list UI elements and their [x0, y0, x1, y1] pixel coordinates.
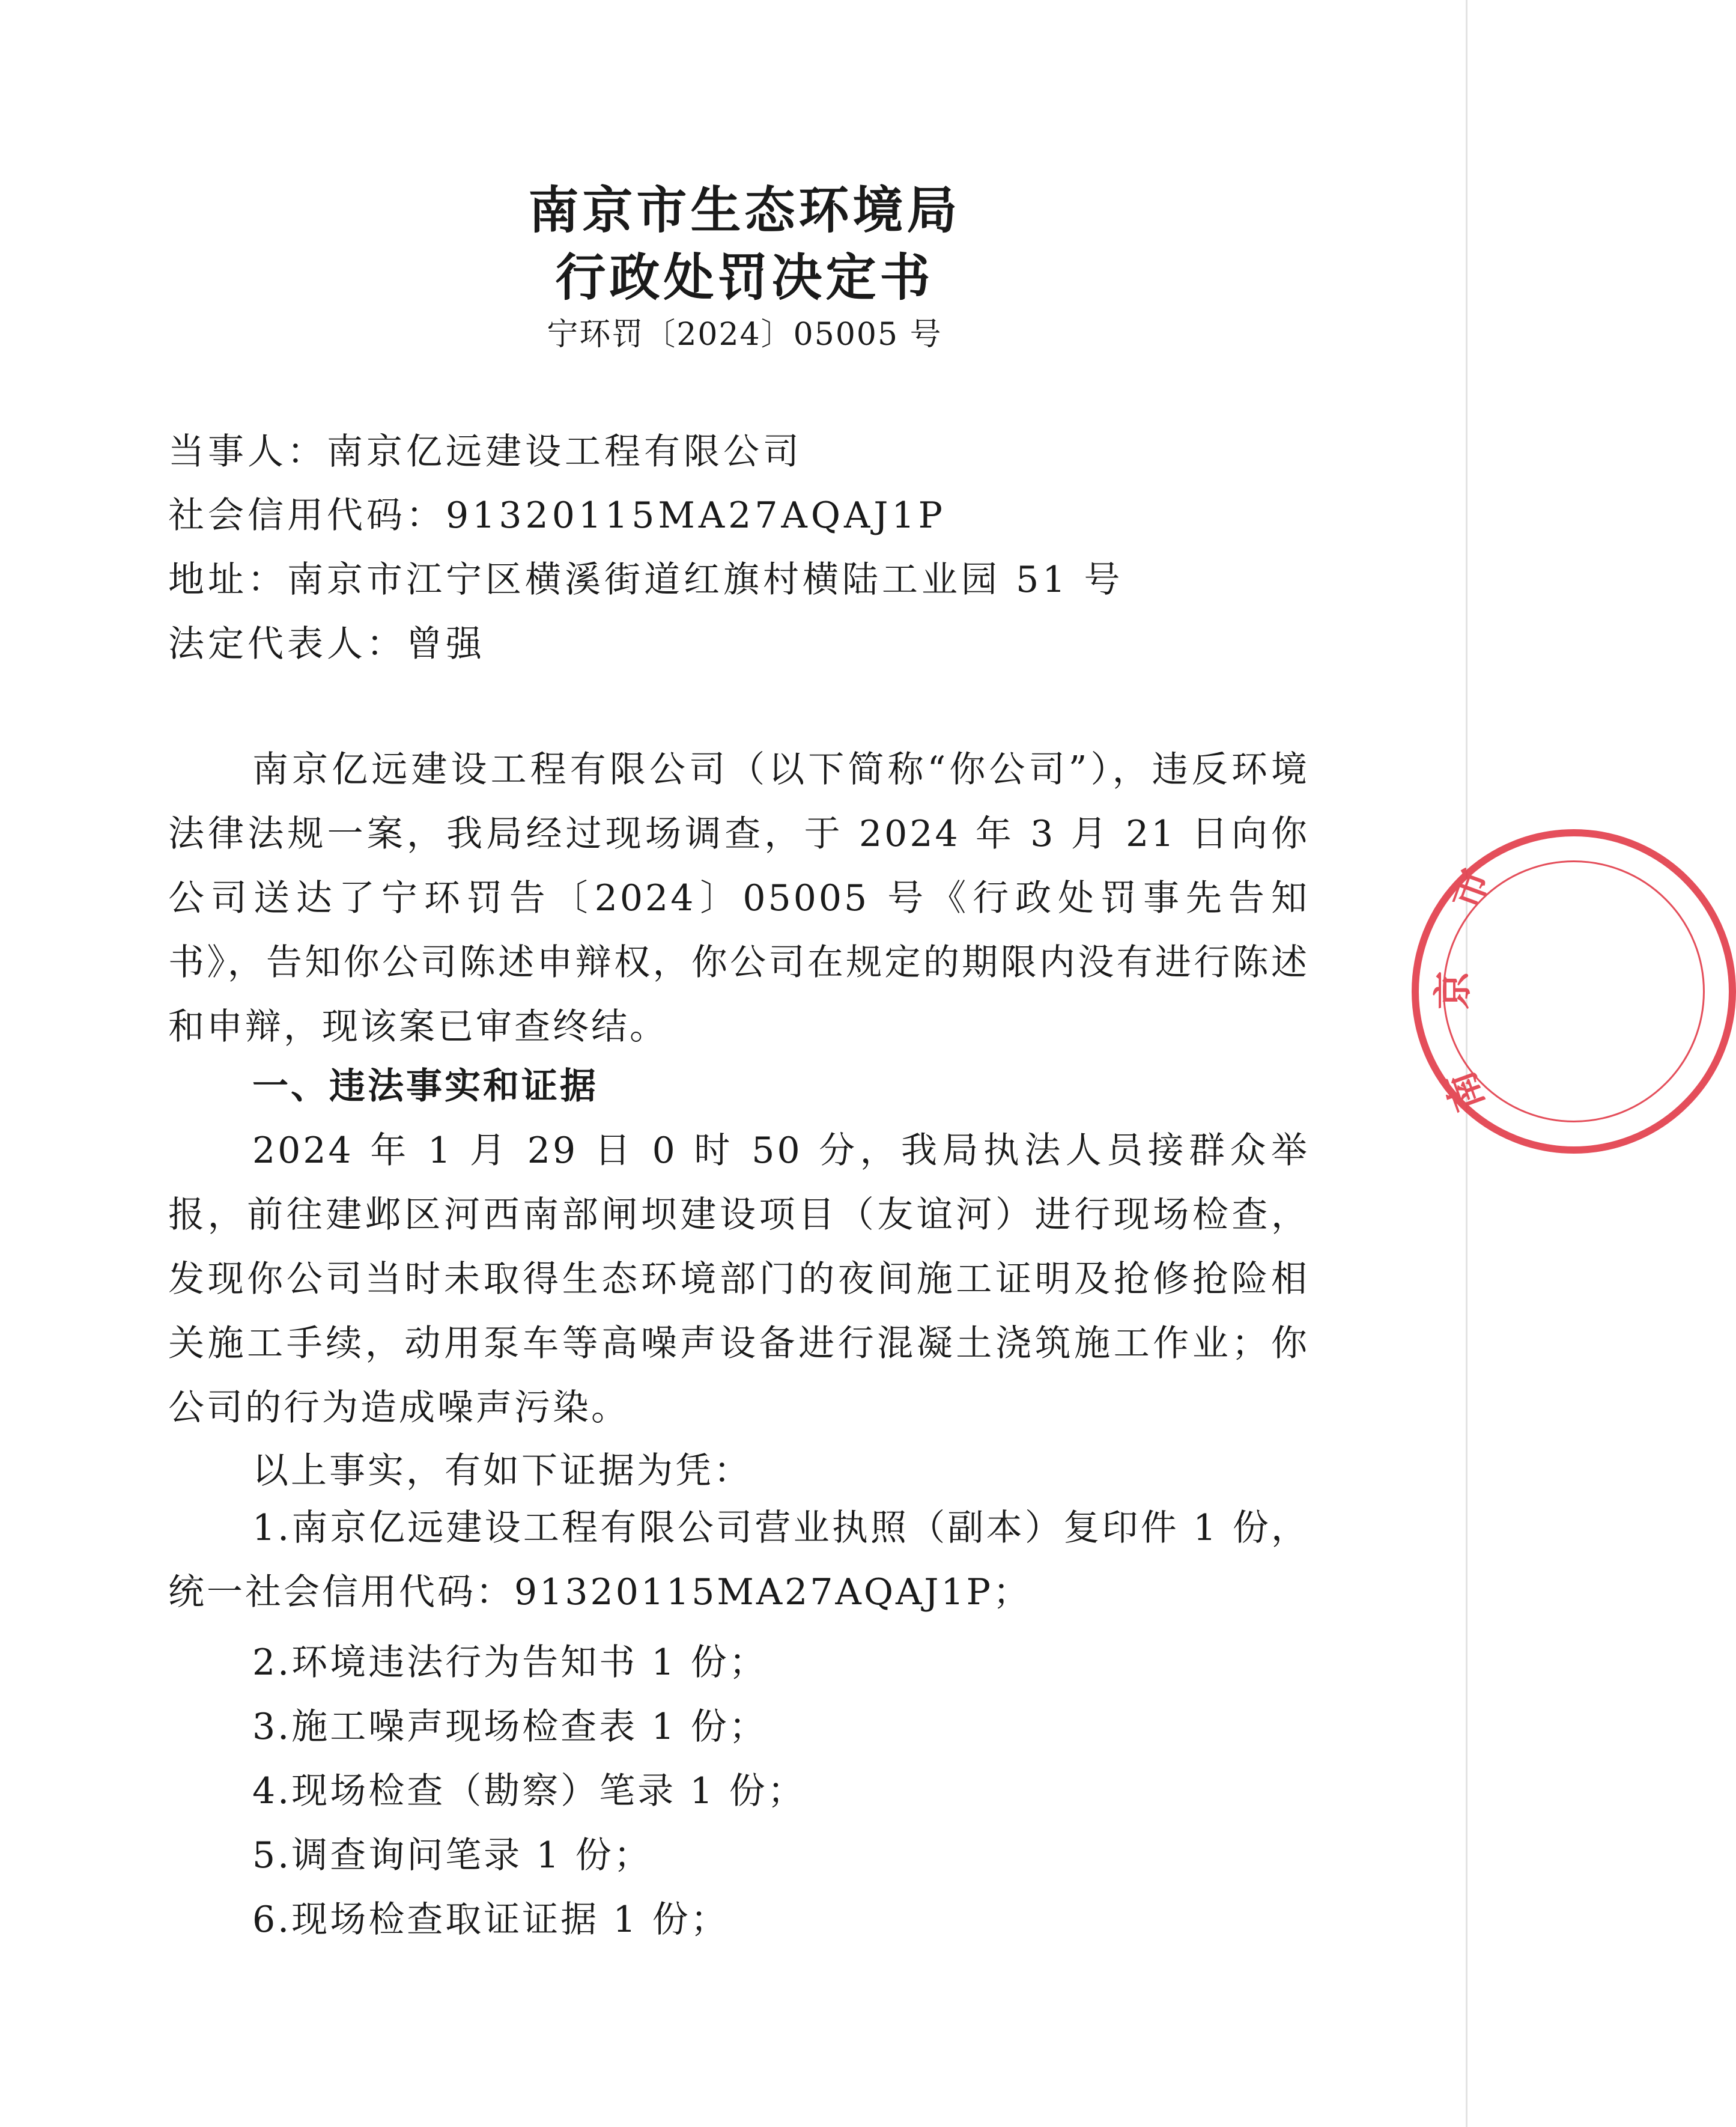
evidence-item-2: 2.环境违法行为告知书 1 份；: [252, 1642, 768, 1684]
evidence-item-4: 4.现场检查（勘察）笔录 1 份；: [252, 1770, 806, 1812]
party-credit-code: 社会信用代码：91320115MA27AQAJ1P: [168, 494, 946, 537]
facts-paragraph: 2024 年 1 月 29 日 0 时 50 分，我局执法人员接群众举报，前往建邺区河西南部闸坝建设项目（友谊河）进行现场检查，发现你公司当时未取得生态环境部门的夜间施工证明及抢修抢险相关施工手续，动用泵车等高噪声设备进行混凝土浇筑施工作业；你公司的行为造成噪声污染。: [168, 1130, 1310, 1429]
party-name: 当事人：南京亿远建设工程有限公司: [168, 431, 803, 473]
evidence-item-6: 6.现场检查取证证据 1 份；: [252, 1899, 729, 1941]
party-address: 地址：南京市江宁区横溪街道红旗村横陆工业园 51 号: [168, 559, 1124, 601]
document-title-authority: 南京市生态环境局: [528, 181, 961, 240]
seal-text: 京: [1431, 971, 1476, 1009]
section-heading-facts: 一、违法事实和证据: [252, 1065, 598, 1107]
evidence-item-3: 3.施工噪声现场检查表 1 份；: [252, 1706, 768, 1748]
intro-paragraph: 南京亿远建设工程有限公司（以下简称“你公司”），违反环境法律法规一案，我局经过现场调查，于 2024 年 3 月 21 日向你公司送达了宁环罚告〔2024〕05005 号《行政处罚事先告知书》，告知你公司陈述申辩权，你公司在规定的期限内没有进行陈述和申辩，现该案已审查终结。: [168, 749, 1310, 1048]
official-seal: [1412, 829, 1736, 1154]
document-number: 宁环罚〔2024〕05005 号: [547, 317, 942, 353]
document-title-type: 行政处罚决定书: [555, 248, 934, 307]
seal-text: 市: [1443, 863, 1499, 915]
evidence-item-1: 1.南京亿远建设工程有限公司营业执照（副本）复印件 1 份，统一社会信用代码：91320115MA27AQAJ1P；: [168, 1507, 1310, 1613]
evidence-item-5: 5.调查询问笔录 1 份；: [252, 1834, 652, 1876]
party-legal-representative: 法定代表人：曾强: [168, 623, 485, 665]
seal-text: 南: [1437, 1065, 1493, 1117]
evidence-intro: 以上事实，有如下证据为凭：: [252, 1450, 752, 1492]
